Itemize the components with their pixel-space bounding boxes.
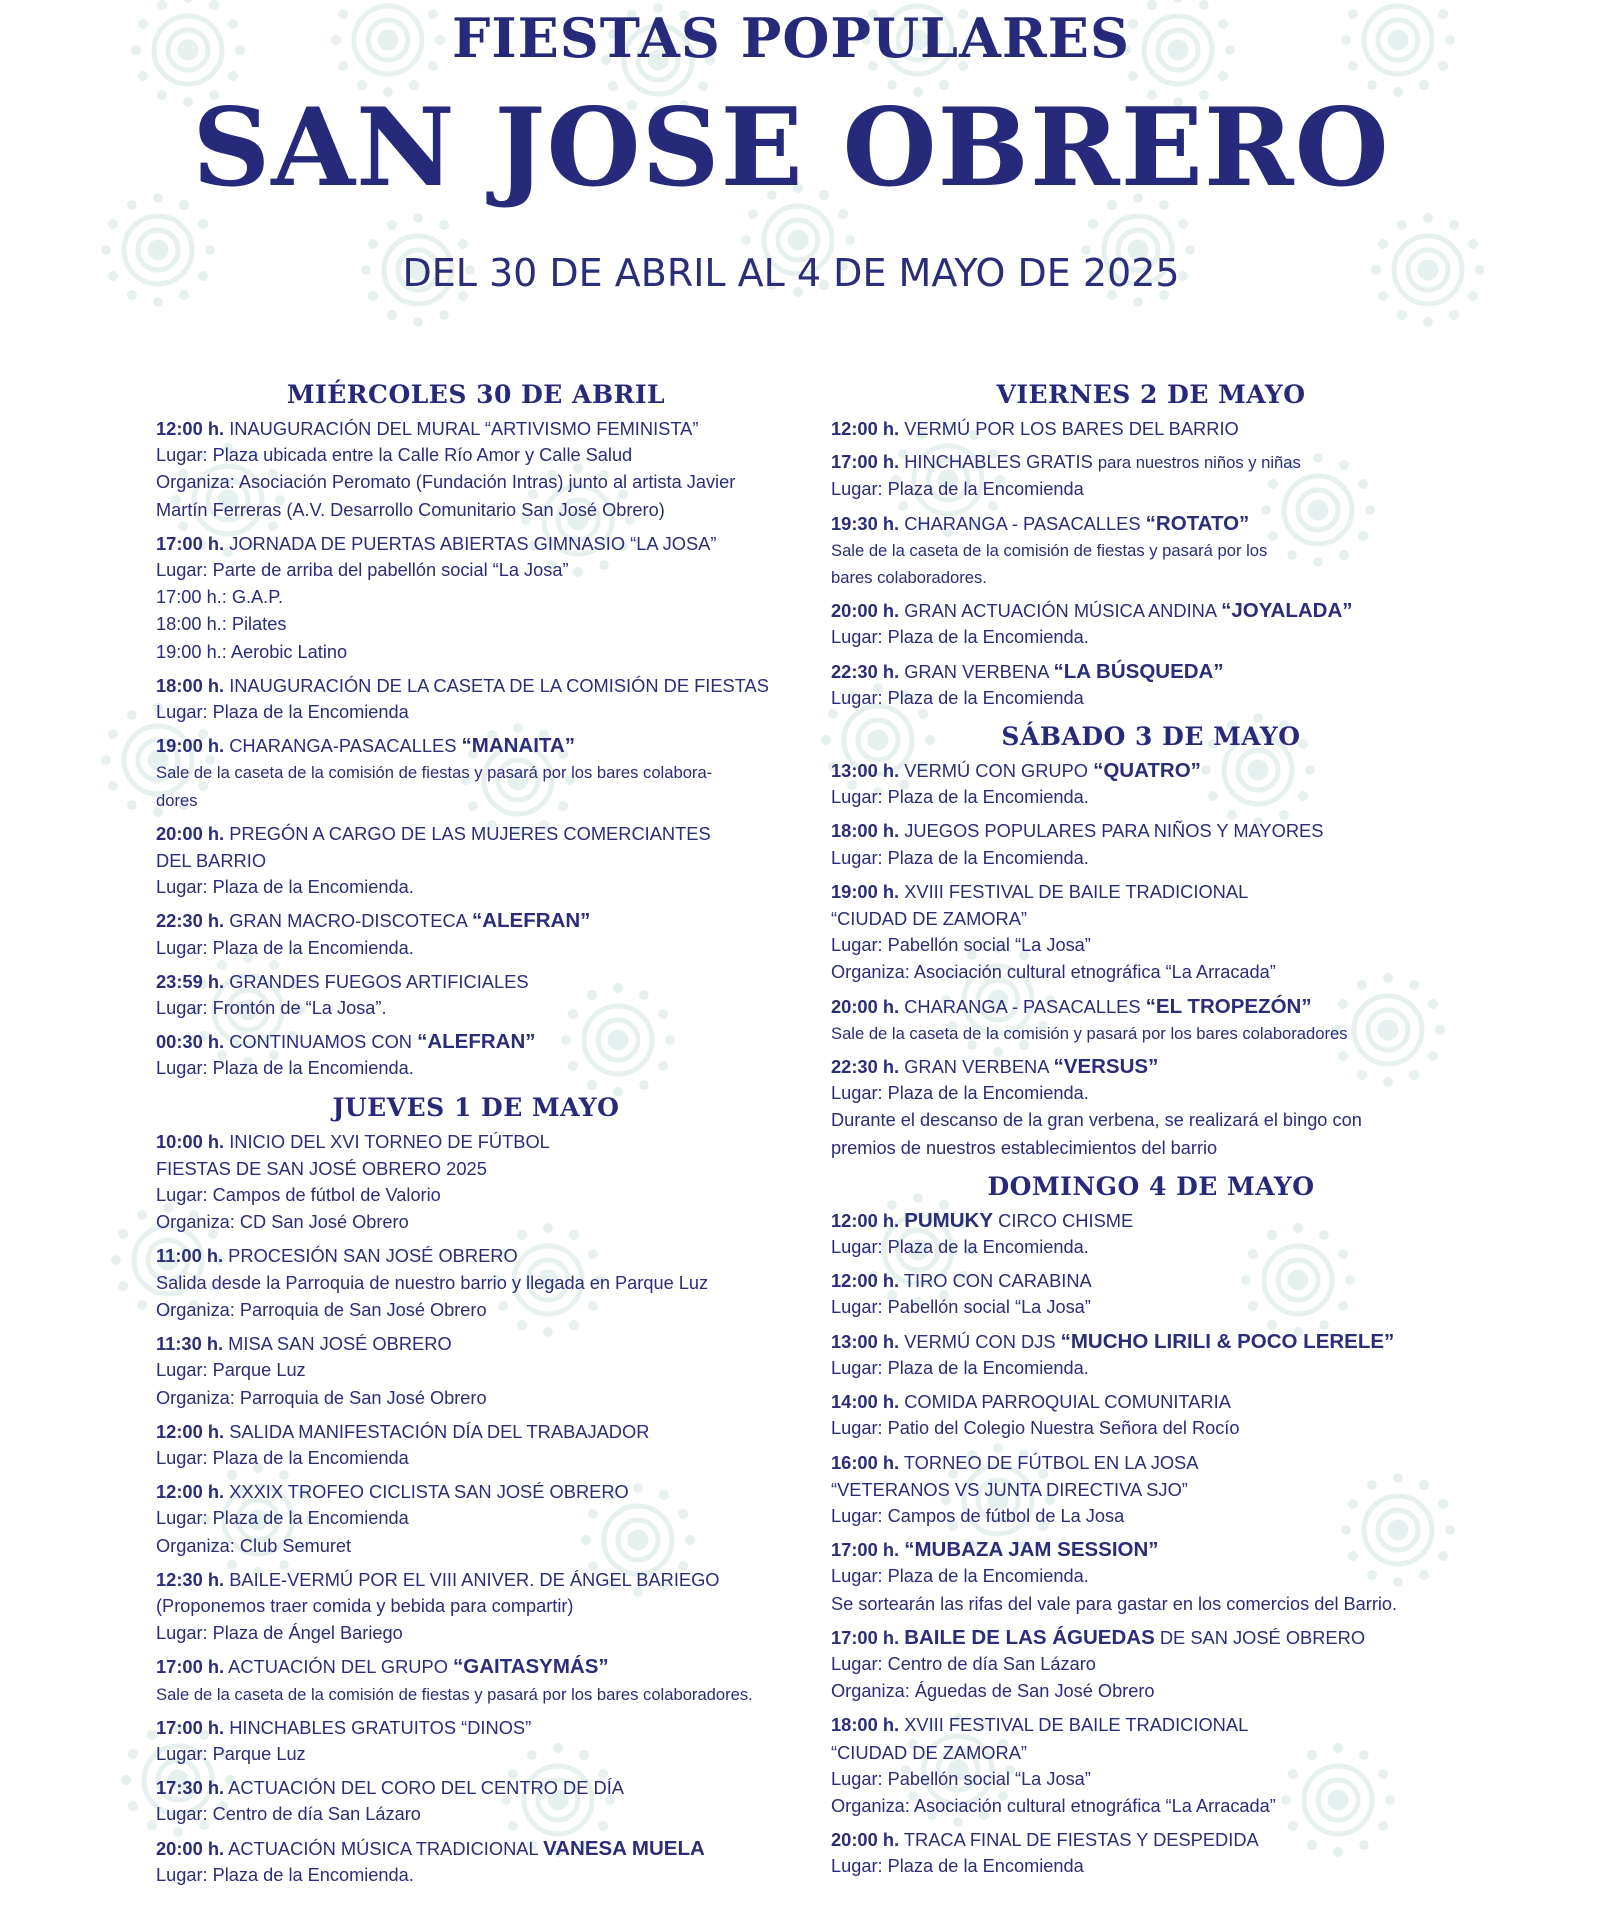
schedule-event <box>831 1328 1471 1382</box>
event-detail: Durante el descanso de la gran verbena, se realizará el bingo con <box>831 1110 1362 1131</box>
event-time: 22:30 h. <box>831 660 900 682</box>
event-highlight: VANESA MUELA <box>543 1836 705 1860</box>
event-title-line <box>831 415 1471 442</box>
event-title: TRACA FINAL DE FIESTAS Y DESPEDIDA <box>903 1829 1259 1851</box>
event-title-continuation: DEL BARRIO <box>156 850 267 872</box>
schedule-event <box>156 907 796 961</box>
day-title: SÁBADO 3 DE MAYO <box>1001 722 1301 752</box>
event-detail: Lugar: Plaza de la Encomienda <box>831 687 1084 708</box>
event-detail: Lugar: Plaza de la Encomienda. <box>831 1083 1089 1104</box>
event-title-line <box>156 1566 796 1593</box>
event-title-line <box>156 1835 796 1862</box>
schedule-event <box>156 1028 796 1082</box>
day-section <box>831 720 1471 1162</box>
schedule-event <box>156 1478 796 1560</box>
event-highlight: “MANAITA” <box>461 734 575 758</box>
event-time: 17:00 h. <box>156 1716 225 1738</box>
event-title-line <box>156 732 796 759</box>
event-time: 19:30 h. <box>831 512 900 534</box>
event-title: MISA SAN JOSÉ OBRERO <box>228 1333 452 1355</box>
event-title-line <box>831 448 1471 476</box>
event-title-line <box>831 1388 1471 1415</box>
poster <box>98 0 1484 1917</box>
day-section <box>831 378 1471 712</box>
event-title: VERMÚ POR LOS BARES DEL BARRIO <box>904 418 1239 439</box>
event-time: 13:00 h. <box>831 760 900 782</box>
event-title-line <box>831 1826 1471 1853</box>
event-time: 22:30 h. <box>156 910 225 932</box>
event-time: 20:00 h. <box>156 1837 225 1859</box>
event-detail: Lugar: Plaza de la Encomienda. <box>831 1357 1089 1378</box>
event-time: 22:30 h. <box>831 1056 900 1078</box>
event-title-line <box>156 907 796 934</box>
schedule-event <box>156 1714 796 1768</box>
event-detail: Lugar: Campos de fútbol de La Josa <box>831 1505 1125 1526</box>
event-highlight: “JOYALADA” <box>1221 599 1353 623</box>
day-section <box>156 378 796 1083</box>
event-title: VERMÚ CON GRUPO <box>904 760 1094 782</box>
event-time: 11:30 h. <box>156 1333 224 1355</box>
event-detail: Organiza: Parroquia de San José Obrero <box>156 1387 487 1408</box>
event-detail: Lugar: Plaza de la Encomienda <box>156 1508 409 1529</box>
event-title-line <box>831 1207 1471 1234</box>
event-highlight: PUMUKY <box>904 1208 994 1232</box>
event-detail: 18:00 h.: Pilates <box>156 614 287 635</box>
event-detail: Lugar: Centro de día San Lázaro <box>156 1804 421 1825</box>
schedule-event <box>156 1330 796 1412</box>
schedule-event <box>831 993 1471 1047</box>
event-time: 10:00 h. <box>156 1130 225 1152</box>
poster-subtitle: FIESTAS POPULARES <box>452 6 1130 70</box>
event-title-line <box>831 878 1471 905</box>
event-time: 20:00 h. <box>831 995 900 1017</box>
event-time: 17:00 h. <box>156 1656 225 1678</box>
schedule-event <box>831 510 1471 592</box>
event-title-line <box>156 1330 796 1357</box>
event-time: 16:00 h. <box>831 1451 900 1473</box>
event-title-line <box>831 1624 1471 1651</box>
event-highlight: “MUCHO LIRILI & POCO LERELE” <box>1060 1329 1395 1353</box>
event-time: 00:30 h. <box>156 1031 225 1053</box>
event-time: 12:00 h. <box>831 418 900 439</box>
event-title-suffix: para nuestros niños y niñas <box>1097 453 1301 473</box>
schedule-event <box>156 1566 796 1648</box>
event-title: GRAN MACRO-DISCOTECA <box>229 910 472 932</box>
event-time: 17:00 h. <box>831 451 900 473</box>
event-title: ACTUACIÓN DEL CORO DEL CENTRO DE DÍA <box>228 1777 624 1799</box>
schedule-event <box>831 415 1471 442</box>
event-title: XXXIX TROFEO CICLISTA SAN JOSÉ OBRERO <box>229 1481 629 1503</box>
event-title-line <box>831 1449 1471 1476</box>
event-detail: Lugar: Plaza de la Encomienda. <box>831 787 1089 808</box>
event-title-line <box>156 672 796 699</box>
schedule-event <box>156 1653 796 1707</box>
event-detail: Lugar: Campos de fútbol de Valorio <box>156 1185 441 1206</box>
event-time: 14:00 h. <box>831 1391 900 1413</box>
event-detail: Lugar: Plaza de la Encomienda <box>831 1856 1084 1877</box>
event-title: XVIII FESTIVAL DE BAILE TRADICIONAL <box>904 1714 1249 1736</box>
event-title: PROCESIÓN SAN JOSÉ OBRERO <box>228 1245 518 1267</box>
event-detail: Lugar: Plaza de la Encomienda. <box>156 1058 414 1079</box>
schedule-event <box>156 1128 796 1237</box>
event-title: INICIO DEL XVI TORNEO DE FÚTBOL <box>229 1130 550 1152</box>
poster-title: SAN JOSE OBRERO <box>192 85 1390 211</box>
schedule-event <box>156 530 796 666</box>
event-detail: premios de nuestros establecimientos del barrio <box>831 1137 1218 1158</box>
event-title-line <box>156 1128 796 1155</box>
schedule-column-right <box>831 378 1471 1889</box>
schedule-event <box>156 415 796 524</box>
event-time: 17:00 h. <box>831 1626 900 1648</box>
event-detail: Organiza: Club Semuret <box>156 1535 352 1556</box>
schedule-event <box>831 1711 1471 1820</box>
schedule-event <box>831 1053 1471 1162</box>
event-title: JORNADA DE PUERTAS ABIERTAS GIMNASIO “LA JOSA” <box>229 532 717 554</box>
event-detail: Organiza: Asociación cultural etnográfica “La Arracada” <box>831 1795 1276 1816</box>
event-detail: Martín Ferreras (A.V. Desarrollo Comunitario San José Obrero) <box>156 499 665 520</box>
event-title: VERMÚ CON DJS <box>904 1330 1061 1352</box>
event-detail: Lugar: Plaza ubicada entre la Calle Río Amor y Calle Salud <box>156 445 633 466</box>
event-title-line <box>156 1242 796 1269</box>
event-detail: Lugar: Plaza de la Encomienda <box>156 1447 409 1468</box>
event-time: 12:00 h. <box>831 1270 900 1292</box>
schedule-event <box>156 1774 796 1828</box>
event-title-suffix: CIRCO CHISME <box>993 1209 1134 1231</box>
event-detail: Lugar: Pabellón social “La Josa” <box>831 1297 1091 1318</box>
event-detail: Lugar: Plaza de la Encomienda <box>156 702 409 723</box>
day-title: DOMINGO 4 DE MAYO <box>987 1171 1315 1201</box>
event-detail: Organiza: Asociación Peromato (Fundación Intras) junto al artista Javier <box>156 472 736 493</box>
event-title: COMIDA PARROQUIAL COMUNITARIA <box>904 1391 1231 1413</box>
event-title: HINCHABLES GRATIS <box>904 451 1098 473</box>
event-detail: Salida desde la Parroquia de nuestro barrio y llegada en Parque Luz <box>156 1272 709 1293</box>
event-title: ACTUACIÓN DEL GRUPO <box>228 1656 453 1678</box>
event-title: TIRO CON CARABINA <box>903 1270 1092 1292</box>
event-highlight: “MUBAZA JAM SESSION” <box>904 1538 1159 1562</box>
schedule-event <box>831 658 1471 712</box>
event-title: INAUGURACIÓN DEL MURAL “ARTIVISMO FEMINISTA” <box>229 418 699 439</box>
day-section <box>156 1091 796 1889</box>
schedule-event <box>831 1449 1471 1531</box>
event-highlight: “EL TROPEZÓN” <box>1145 994 1312 1018</box>
event-title-continuation: “VETERANOS VS JUNTA DIRECTIVA SJO” <box>831 1478 1188 1500</box>
schedule-event <box>156 672 796 726</box>
event-time: 19:00 h. <box>831 880 900 902</box>
event-title: HINCHABLES GRATUITOS “DINOS” <box>229 1716 532 1738</box>
day-title: MIÉRCOLES 30 DE ABRIL <box>286 380 666 409</box>
event-detail: Sale de la caseta de la comisión de fiestas y pasará por los bares colaboradores. <box>156 1684 753 1704</box>
schedule-column-left <box>156 378 796 1897</box>
event-title: TORNEO DE FÚTBOL EN LA JOSA <box>903 1451 1199 1473</box>
event-title-line <box>156 530 796 557</box>
event-highlight: BAILE DE LAS ÁGUEDAS <box>904 1625 1155 1649</box>
event-detail: Lugar: Plaza de la Encomienda. <box>831 1566 1089 1587</box>
event-detail: dores <box>156 790 198 810</box>
event-title-line <box>156 1418 796 1445</box>
schedule-event <box>831 448 1471 503</box>
event-title-line <box>156 968 796 995</box>
event-detail: Lugar: Parque Luz <box>156 1743 306 1764</box>
event-detail: Lugar: Parte de arriba del pabellón social “La Josa” <box>156 560 569 581</box>
event-title: GRAN ACTUACIÓN MÚSICA ANDINA <box>904 600 1222 622</box>
event-title-line <box>831 658 1471 685</box>
event-detail: Lugar: Frontón de “La Josa”. <box>156 998 387 1019</box>
event-title: SALIDA MANIFESTACIÓN DÍA DEL TRABAJADOR <box>229 1420 650 1442</box>
event-title-line <box>831 597 1471 624</box>
event-title-continuation: “CIUDAD DE ZAMORA” <box>831 908 1028 930</box>
event-detail: Lugar: Plaza de Ángel Bariego <box>156 1623 403 1644</box>
event-time: 12:00 h. <box>156 1420 225 1442</box>
event-highlight: “VERSUS” <box>1053 1055 1159 1079</box>
event-detail: 19:00 h.: Aerobic Latino <box>156 641 348 662</box>
event-title-line <box>831 993 1471 1020</box>
event-detail: Organiza: Asociación cultural etnográfica “La Arracada” <box>831 962 1276 983</box>
event-title: CHARANGA - PASACALLES <box>904 512 1146 534</box>
event-title-line <box>831 510 1471 537</box>
event-title-line <box>156 1714 796 1741</box>
event-title-line <box>831 1053 1471 1080</box>
event-title: GRAN VERBENA <box>904 660 1054 682</box>
event-detail: Organiza: Águedas de San José Obrero <box>831 1681 1155 1702</box>
event-detail: Lugar: Pabellón social “La Josa” <box>831 1768 1091 1789</box>
schedule-event <box>156 732 796 814</box>
schedule-event <box>831 1388 1471 1442</box>
event-detail: Lugar: Pabellón social “La Josa” <box>831 935 1091 956</box>
schedule-event <box>831 1826 1471 1880</box>
event-detail: bares colaboradores. <box>831 568 987 588</box>
event-title-line <box>831 1328 1471 1355</box>
event-time: 13:00 h. <box>831 1330 900 1352</box>
event-detail: Lugar: Plaza de la Encomienda. <box>156 1864 414 1885</box>
schedule-event <box>156 1418 796 1472</box>
event-time: 18:00 h. <box>831 820 900 842</box>
event-title-line <box>156 415 796 442</box>
poster-content <box>98 0 1484 1917</box>
schedule-event <box>831 1536 1471 1618</box>
event-detail: Se sortearán las rifas del vale para gastar en los comercios del Barrio. <box>831 1593 1398 1614</box>
day-section <box>831 1170 1471 1881</box>
schedule-event <box>831 757 1471 811</box>
event-title-line <box>831 817 1471 844</box>
event-highlight: “ALEFRAN” <box>417 1030 536 1054</box>
event-time: 19:00 h. <box>156 735 225 757</box>
schedule-event <box>156 1835 796 1889</box>
event-highlight: “LA BÚSQUEDA” <box>1053 659 1224 683</box>
event-title: INAUGURACIÓN DE LA CASETA DE LA COMISIÓN DE FIESTAS <box>229 674 769 696</box>
day-title: VIERNES 2 DE MAYO <box>996 380 1306 409</box>
event-time: 12:00 h. <box>156 418 225 439</box>
date-range: DEL 30 DE ABRIL AL 4 DE MAYO DE 2025 <box>402 251 1180 295</box>
event-title: CHARANGA - PASACALLES <box>904 995 1146 1017</box>
event-detail: Lugar: Plaza de la Encomienda. <box>156 937 414 958</box>
event-detail: Organiza: CD San José Obrero <box>156 1212 409 1233</box>
event-title-line <box>156 1478 796 1505</box>
event-time: 20:00 h. <box>831 600 900 622</box>
event-title: CONTINUAMOS CON <box>229 1031 418 1053</box>
event-detail: Sale de la caseta de la comisión de fiestas y pasará por los bares colabora- <box>156 763 713 783</box>
event-time: 17:30 h. <box>156 1777 225 1799</box>
event-title-line <box>156 1028 796 1055</box>
event-title-line <box>831 1536 1471 1563</box>
event-title-continuation: “CIUDAD DE ZAMORA” <box>831 1741 1028 1763</box>
event-time: 11:00 h. <box>156 1245 224 1267</box>
schedule-event <box>156 968 796 1022</box>
event-time: 20:00 h. <box>831 1829 900 1851</box>
event-title-line <box>831 757 1471 784</box>
event-title: GRANDES FUEGOS ARTIFICIALES <box>229 970 529 992</box>
schedule-event <box>156 1242 796 1324</box>
event-title-continuation: FIESTAS DE SAN JOSÉ OBRERO 2025 <box>156 1157 487 1179</box>
event-detail: Sale de la caseta de la comisión de fiestas y pasará por los <box>831 540 1268 560</box>
event-title-line <box>156 1774 796 1801</box>
schedule-event <box>156 820 796 902</box>
schedule-event <box>831 1207 1471 1261</box>
event-title: CHARANGA-PASACALLES <box>229 735 462 757</box>
event-highlight: “ALEFRAN” <box>471 909 591 933</box>
event-detail: Lugar: Plaza de la Encomienda. <box>831 847 1089 868</box>
event-highlight: “ROTATO” <box>1145 511 1250 535</box>
event-time: 17:00 h. <box>831 1539 900 1561</box>
schedule-event <box>831 878 1471 987</box>
event-title-line <box>156 1653 796 1680</box>
event-title: ACTUACIÓN MÚSICA TRADICIONAL <box>228 1837 544 1859</box>
event-detail: Lugar: Plaza de la Encomienda. <box>156 877 414 898</box>
event-detail: Lugar: Plaza de la Encomienda <box>831 479 1084 500</box>
schedule-event <box>831 1267 1471 1321</box>
event-detail: Lugar: Patio del Colegio Nuestra Señora del Rocío <box>831 1418 1240 1439</box>
event-time: 18:00 h. <box>831 1714 900 1736</box>
event-title: PREGÓN A CARGO DE LAS MUJERES COMERCIANTES <box>229 822 711 844</box>
event-detail: 17:00 h.: G.A.P. <box>156 587 284 608</box>
event-title: JUEGOS POPULARES PARA NIÑOS Y MAYORES <box>904 820 1324 842</box>
event-time: 20:00 h. <box>156 822 225 844</box>
schedule-event <box>831 817 1471 871</box>
event-time: 12:30 h. <box>156 1568 225 1590</box>
event-time: 12:00 h. <box>831 1209 900 1231</box>
event-detail: Lugar: Centro de día San Lázaro <box>831 1653 1096 1674</box>
event-highlight: “GAITASYMÁS” <box>453 1655 609 1679</box>
event-time: 17:00 h. <box>156 532 225 554</box>
event-detail: (Proponemos traer comida y bebida para compartir) <box>156 1595 574 1616</box>
event-time: 12:00 h. <box>156 1481 225 1503</box>
event-detail: Sale de la caseta de la comisión y pasará por los bares colaboradores <box>831 1023 1348 1043</box>
event-detail: Organiza: Parroquia de San José Obrero <box>156 1299 487 1320</box>
event-time: 23:59 h. <box>156 970 225 992</box>
schedule-event <box>831 597 1471 651</box>
event-detail: Lugar: Plaza de la Encomienda. <box>831 627 1089 648</box>
event-highlight: “QUATRO” <box>1093 759 1201 783</box>
schedule-event <box>831 1624 1471 1706</box>
event-title-line <box>156 820 796 847</box>
event-detail: Lugar: Plaza de la Encomienda. <box>831 1237 1089 1258</box>
event-time: 18:00 h. <box>156 674 225 696</box>
event-title-line <box>831 1267 1471 1294</box>
event-title: GRAN VERBENA <box>904 1056 1054 1078</box>
day-title: JUEVES 1 DE MAYO <box>332 1092 620 1122</box>
event-title-line <box>831 1711 1471 1738</box>
event-title: BAILE-VERMÚ POR EL VIII ANIVER. DE ÁNGEL BARIEGO <box>229 1568 720 1590</box>
event-title: XVIII FESTIVAL DE BAILE TRADICIONAL <box>904 880 1249 902</box>
event-title-suffix: DE SAN JOSÉ OBRERO <box>1154 1626 1366 1648</box>
event-detail: Lugar: Parque Luz <box>156 1360 306 1381</box>
